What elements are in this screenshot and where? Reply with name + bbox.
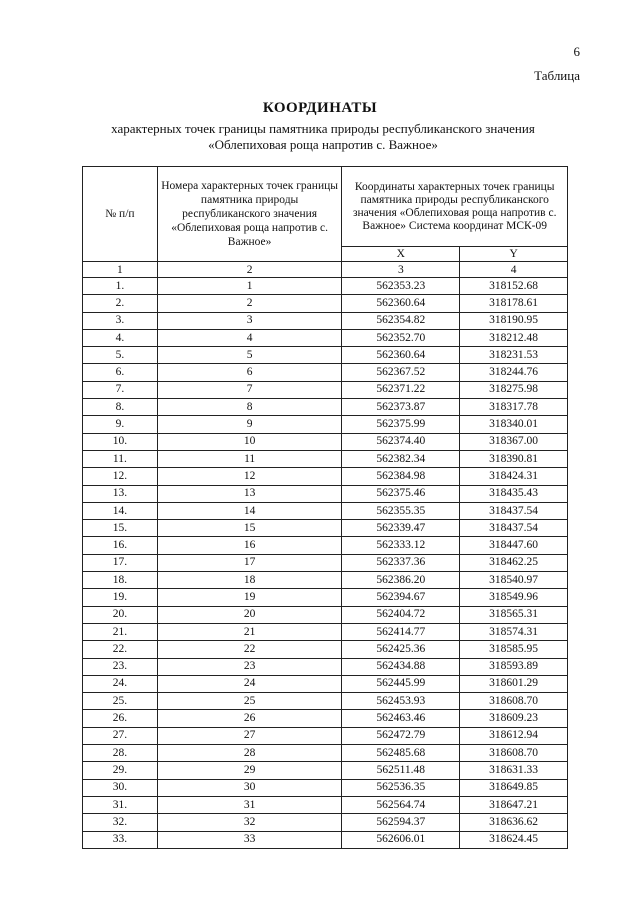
table-row bbox=[83, 468, 568, 485]
row-number: 23. bbox=[83, 658, 158, 675]
point-number: 14 bbox=[157, 502, 342, 519]
coordinate-y: 318593.89 bbox=[460, 658, 568, 675]
coordinate-x: 562536.35 bbox=[342, 779, 460, 796]
coordinate-y: 318244.76 bbox=[460, 364, 568, 381]
point-number: 4 bbox=[157, 329, 342, 346]
header-x: X bbox=[342, 247, 460, 262]
coordinate-y: 318601.29 bbox=[460, 675, 568, 692]
coordinate-y: 318437.54 bbox=[460, 520, 568, 537]
point-number: 31 bbox=[157, 796, 342, 813]
row-number: 1. bbox=[83, 278, 158, 295]
coordinate-y: 318631.33 bbox=[460, 762, 568, 779]
coordinate-y: 318178.61 bbox=[460, 295, 568, 312]
point-number: 8 bbox=[157, 399, 342, 416]
table-row bbox=[83, 433, 568, 450]
header-point-numbers: Номера характерных точек границы памятника природы республиканского значения «Облепиховая роща напротив с. Важное» bbox=[157, 167, 342, 262]
table-row bbox=[83, 814, 568, 831]
point-number: 3 bbox=[157, 312, 342, 329]
coordinate-y: 318317.78 bbox=[460, 399, 568, 416]
coordinate-x: 562384.98 bbox=[342, 468, 460, 485]
page-number: 6 bbox=[573, 44, 580, 59]
coordinate-x: 562453.93 bbox=[342, 693, 460, 710]
table-row bbox=[83, 710, 568, 727]
coordinate-x: 562354.82 bbox=[342, 312, 460, 329]
table-row bbox=[83, 658, 568, 675]
row-number: 10. bbox=[83, 433, 158, 450]
coordinate-y: 318437.54 bbox=[460, 502, 568, 519]
row-number: 33. bbox=[83, 831, 158, 848]
table-row bbox=[83, 675, 568, 692]
coordinate-x: 562375.46 bbox=[342, 485, 460, 502]
row-number: 29. bbox=[83, 762, 158, 779]
row-number: 18. bbox=[83, 572, 158, 589]
column-index: 3 bbox=[342, 262, 460, 278]
coordinate-x: 562472.79 bbox=[342, 727, 460, 744]
coordinate-y: 318647.21 bbox=[460, 796, 568, 813]
point-number: 18 bbox=[157, 572, 342, 589]
coordinate-y: 318435.43 bbox=[460, 485, 568, 502]
coordinate-x: 562337.36 bbox=[342, 554, 460, 571]
coordinate-x: 562594.37 bbox=[342, 814, 460, 831]
coordinate-y: 318447.60 bbox=[460, 537, 568, 554]
point-number: 16 bbox=[157, 537, 342, 554]
point-number: 11 bbox=[157, 450, 342, 467]
table-row bbox=[83, 727, 568, 744]
coordinate-x: 562374.40 bbox=[342, 433, 460, 450]
coordinate-x: 562564.74 bbox=[342, 796, 460, 813]
table-row bbox=[83, 416, 568, 433]
row-number: 21. bbox=[83, 623, 158, 640]
table-row bbox=[83, 537, 568, 554]
document-subtitle: характерных точек границы памятника природы республиканского значения «Облепиховая роща напротив с. Важное» bbox=[111, 121, 535, 152]
table-row bbox=[83, 606, 568, 623]
row-number: 24. bbox=[83, 675, 158, 692]
point-number: 30 bbox=[157, 779, 342, 796]
coordinate-x: 562425.36 bbox=[342, 641, 460, 658]
header-number: № п/п bbox=[83, 167, 158, 262]
point-number: 9 bbox=[157, 416, 342, 433]
point-number: 26 bbox=[157, 710, 342, 727]
row-number: 14. bbox=[83, 502, 158, 519]
table-row bbox=[83, 572, 568, 589]
point-number: 21 bbox=[157, 623, 342, 640]
coordinate-y: 318549.96 bbox=[460, 589, 568, 606]
point-number: 7 bbox=[157, 381, 342, 398]
coordinate-x: 562434.88 bbox=[342, 658, 460, 675]
point-number: 33 bbox=[157, 831, 342, 848]
row-number: 30. bbox=[83, 779, 158, 796]
coordinate-x: 562606.01 bbox=[342, 831, 460, 848]
point-number: 22 bbox=[157, 641, 342, 658]
row-number: 20. bbox=[83, 606, 158, 623]
column-index: 1 bbox=[83, 262, 158, 278]
row-number: 12. bbox=[83, 468, 158, 485]
point-number: 6 bbox=[157, 364, 342, 381]
point-number: 1 bbox=[157, 278, 342, 295]
point-number: 27 bbox=[157, 727, 342, 744]
point-number: 17 bbox=[157, 554, 342, 571]
point-number: 5 bbox=[157, 347, 342, 364]
row-number: 15. bbox=[83, 520, 158, 537]
table-row bbox=[83, 347, 568, 364]
point-number: 19 bbox=[157, 589, 342, 606]
point-number: 25 bbox=[157, 693, 342, 710]
table-label: Таблица bbox=[534, 68, 580, 83]
coordinate-x: 562463.46 bbox=[342, 710, 460, 727]
point-number: 2 bbox=[157, 295, 342, 312]
coordinate-y: 318424.31 bbox=[460, 468, 568, 485]
coordinate-y: 318624.45 bbox=[460, 831, 568, 848]
coordinate-x: 562339.47 bbox=[342, 520, 460, 537]
coordinate-y: 318212.48 bbox=[460, 329, 568, 346]
coordinate-y: 318608.70 bbox=[460, 693, 568, 710]
row-number: 16. bbox=[83, 537, 158, 554]
column-index: 2 bbox=[157, 262, 342, 278]
coordinate-x: 562382.34 bbox=[342, 450, 460, 467]
table-row bbox=[83, 520, 568, 537]
table-row bbox=[83, 693, 568, 710]
coordinate-y: 318540.97 bbox=[460, 572, 568, 589]
coordinate-y: 318574.31 bbox=[460, 623, 568, 640]
row-number: 32. bbox=[83, 814, 158, 831]
coordinate-x: 562353.23 bbox=[342, 278, 460, 295]
point-number: 20 bbox=[157, 606, 342, 623]
table-row bbox=[83, 796, 568, 813]
row-number: 27. bbox=[83, 727, 158, 744]
table-row bbox=[83, 762, 568, 779]
table-row bbox=[83, 554, 568, 571]
header-y: Y bbox=[460, 247, 568, 262]
coordinate-x: 562360.64 bbox=[342, 347, 460, 364]
table-row bbox=[83, 278, 568, 295]
table-row bbox=[83, 450, 568, 467]
coordinate-y: 318608.70 bbox=[460, 745, 568, 762]
coordinate-y: 318390.81 bbox=[460, 450, 568, 467]
point-number: 23 bbox=[157, 658, 342, 675]
row-number: 3. bbox=[83, 312, 158, 329]
coordinate-y: 318152.68 bbox=[460, 278, 568, 295]
row-number: 11. bbox=[83, 450, 158, 467]
row-number: 4. bbox=[83, 329, 158, 346]
coordinate-x: 562371.22 bbox=[342, 381, 460, 398]
row-number: 13. bbox=[83, 485, 158, 502]
row-number: 9. bbox=[83, 416, 158, 433]
table-row bbox=[83, 831, 568, 848]
coordinate-x: 562485.68 bbox=[342, 745, 460, 762]
coordinate-x: 562414.77 bbox=[342, 623, 460, 640]
coordinate-x: 562394.67 bbox=[342, 589, 460, 606]
table-row bbox=[83, 399, 568, 416]
coordinate-y: 318649.85 bbox=[460, 779, 568, 796]
coordinate-y: 318609.23 bbox=[460, 710, 568, 727]
coordinates-table bbox=[82, 166, 568, 849]
row-number: 25. bbox=[83, 693, 158, 710]
coordinate-y: 318190.95 bbox=[460, 312, 568, 329]
coordinate-x: 562404.72 bbox=[342, 606, 460, 623]
table-row bbox=[83, 589, 568, 606]
coordinate-y: 318636.62 bbox=[460, 814, 568, 831]
table-row bbox=[83, 623, 568, 640]
row-number: 28. bbox=[83, 745, 158, 762]
coordinate-x: 562352.70 bbox=[342, 329, 460, 346]
column-index-row bbox=[83, 262, 568, 278]
coordinate-x: 562445.99 bbox=[342, 675, 460, 692]
row-number: 6. bbox=[83, 364, 158, 381]
row-number: 17. bbox=[83, 554, 158, 571]
coordinate-y: 318340.01 bbox=[460, 416, 568, 433]
coordinate-y: 318231.53 bbox=[460, 347, 568, 364]
row-number: 19. bbox=[83, 589, 158, 606]
point-number: 13 bbox=[157, 485, 342, 502]
coordinate-y: 318585.95 bbox=[460, 641, 568, 658]
row-number: 8. bbox=[83, 399, 158, 416]
table-row bbox=[83, 364, 568, 381]
coordinate-x: 562375.99 bbox=[342, 416, 460, 433]
coordinate-x: 562355.35 bbox=[342, 502, 460, 519]
coordinate-x: 562511.48 bbox=[342, 762, 460, 779]
coordinate-y: 318612.94 bbox=[460, 727, 568, 744]
table-row bbox=[83, 312, 568, 329]
document-title: КООРДИНАТЫ bbox=[262, 100, 378, 116]
coordinate-x: 562360.64 bbox=[342, 295, 460, 312]
point-number: 12 bbox=[157, 468, 342, 485]
table-row bbox=[83, 381, 568, 398]
header-coordinates: Координаты характерных точек границы памятника природы республиканского значения «Облепиховая роща напротив с. Важное» Система координат МСК-09 bbox=[342, 167, 568, 247]
point-number: 28 bbox=[157, 745, 342, 762]
coordinate-x: 562373.87 bbox=[342, 399, 460, 416]
coordinate-x: 562367.52 bbox=[342, 364, 460, 381]
coordinate-y: 318367.00 bbox=[460, 433, 568, 450]
coordinate-y: 318565.31 bbox=[460, 606, 568, 623]
column-index: 4 bbox=[460, 262, 568, 278]
point-number: 32 bbox=[157, 814, 342, 831]
table-row bbox=[83, 745, 568, 762]
row-number: 31. bbox=[83, 796, 158, 813]
table-row bbox=[83, 485, 568, 502]
coordinate-y: 318275.98 bbox=[460, 381, 568, 398]
row-number: 5. bbox=[83, 347, 158, 364]
table-row bbox=[83, 329, 568, 346]
row-number: 22. bbox=[83, 641, 158, 658]
point-number: 24 bbox=[157, 675, 342, 692]
point-number: 15 bbox=[157, 520, 342, 537]
table-row bbox=[83, 295, 568, 312]
table-row bbox=[83, 779, 568, 796]
table-row bbox=[83, 502, 568, 519]
point-number: 29 bbox=[157, 762, 342, 779]
row-number: 26. bbox=[83, 710, 158, 727]
point-number: 10 bbox=[157, 433, 342, 450]
table-row bbox=[83, 641, 568, 658]
coordinate-y: 318462.25 bbox=[460, 554, 568, 571]
coordinate-x: 562386.20 bbox=[342, 572, 460, 589]
row-number: 2. bbox=[83, 295, 158, 312]
row-number: 7. bbox=[83, 381, 158, 398]
coordinate-x: 562333.12 bbox=[342, 537, 460, 554]
